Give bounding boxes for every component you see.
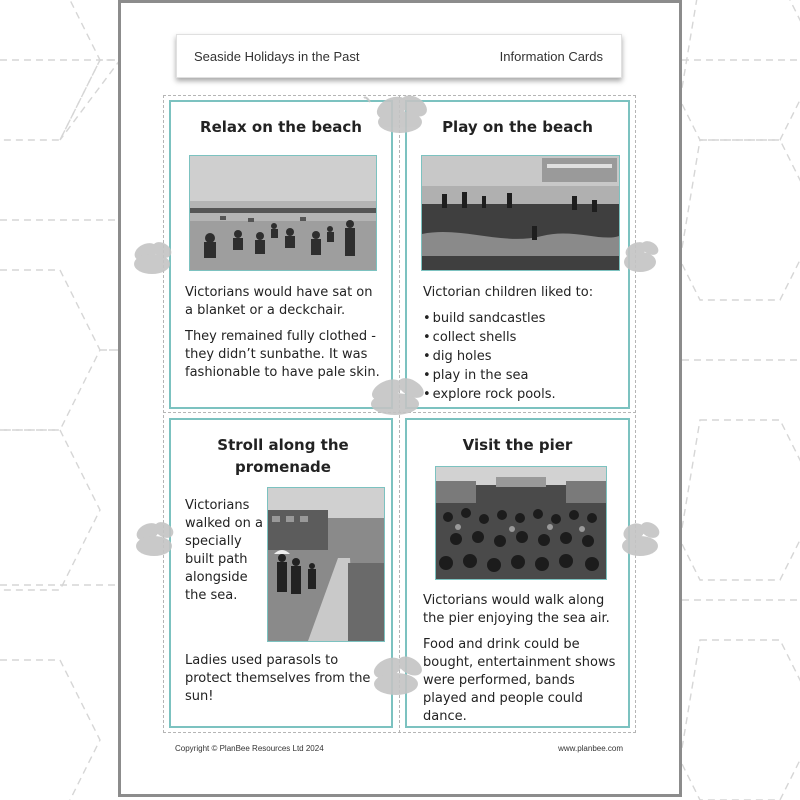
list-item: • dig holes xyxy=(423,347,619,366)
card-paragraph: Food and drink could be bought, entertainment shows were performed, bands played and people could dance. xyxy=(423,637,616,724)
bee-icon xyxy=(358,650,434,702)
card-play-on-the-beach xyxy=(405,100,630,409)
card-text xyxy=(423,592,621,726)
card-paragraph: Victorians would walk along the pier enjoying the sea air. xyxy=(423,593,610,626)
card-visit-the-pier xyxy=(405,418,630,728)
card-text xyxy=(185,652,381,706)
promenade-photo xyxy=(267,487,385,642)
bee-icon xyxy=(124,238,180,280)
card-text xyxy=(185,284,381,382)
card-text xyxy=(185,497,267,605)
card-title: Relax on the beach xyxy=(200,118,362,136)
bee-icon xyxy=(126,518,182,562)
header-bar xyxy=(176,34,622,78)
card-title: Stroll along the promenade xyxy=(217,436,349,476)
list-item: • collect shells xyxy=(423,328,619,347)
pier-photo xyxy=(435,466,607,580)
card-relax-on-the-beach xyxy=(169,100,393,409)
card-paragraph: Victorians would have sat on a blanket or a deckchair. xyxy=(185,285,373,318)
rock-pools-photo xyxy=(421,155,620,271)
bee-icon xyxy=(362,88,434,138)
worksheet-subtitle: Information Cards xyxy=(499,49,603,64)
copyright-text: Copyright © PlanBee Resources Ltd 2024 xyxy=(175,744,324,753)
activity-list xyxy=(423,309,619,404)
card-intro: Victorian children liked to: xyxy=(423,285,594,300)
card-paragraph: They remained fully clothed - they didn’t sunbathe. It was fashionable to have pale skin. xyxy=(185,329,380,380)
bee-icon xyxy=(614,518,668,562)
list-item: • play in the sea xyxy=(423,366,619,385)
card-title: Play on the beach xyxy=(442,118,593,136)
list-item: • explore rock pools. xyxy=(423,385,619,404)
list-item: • build sandcastles xyxy=(423,309,619,328)
card-text xyxy=(423,284,619,404)
card-paragraph: Ladies used parasols to protect themselves from the sun! xyxy=(185,653,371,704)
worksheet-title: Seaside Holidays in the Past xyxy=(194,49,360,64)
card-paragraph: Victorians walked on a specially built path alongside the sea. xyxy=(185,498,263,603)
beach-photo xyxy=(189,155,377,271)
bee-icon xyxy=(616,236,666,278)
website-link[interactable]: www.planbee.com xyxy=(558,744,623,753)
bee-icon xyxy=(355,374,435,420)
card-title: Visit the pier xyxy=(462,436,573,454)
